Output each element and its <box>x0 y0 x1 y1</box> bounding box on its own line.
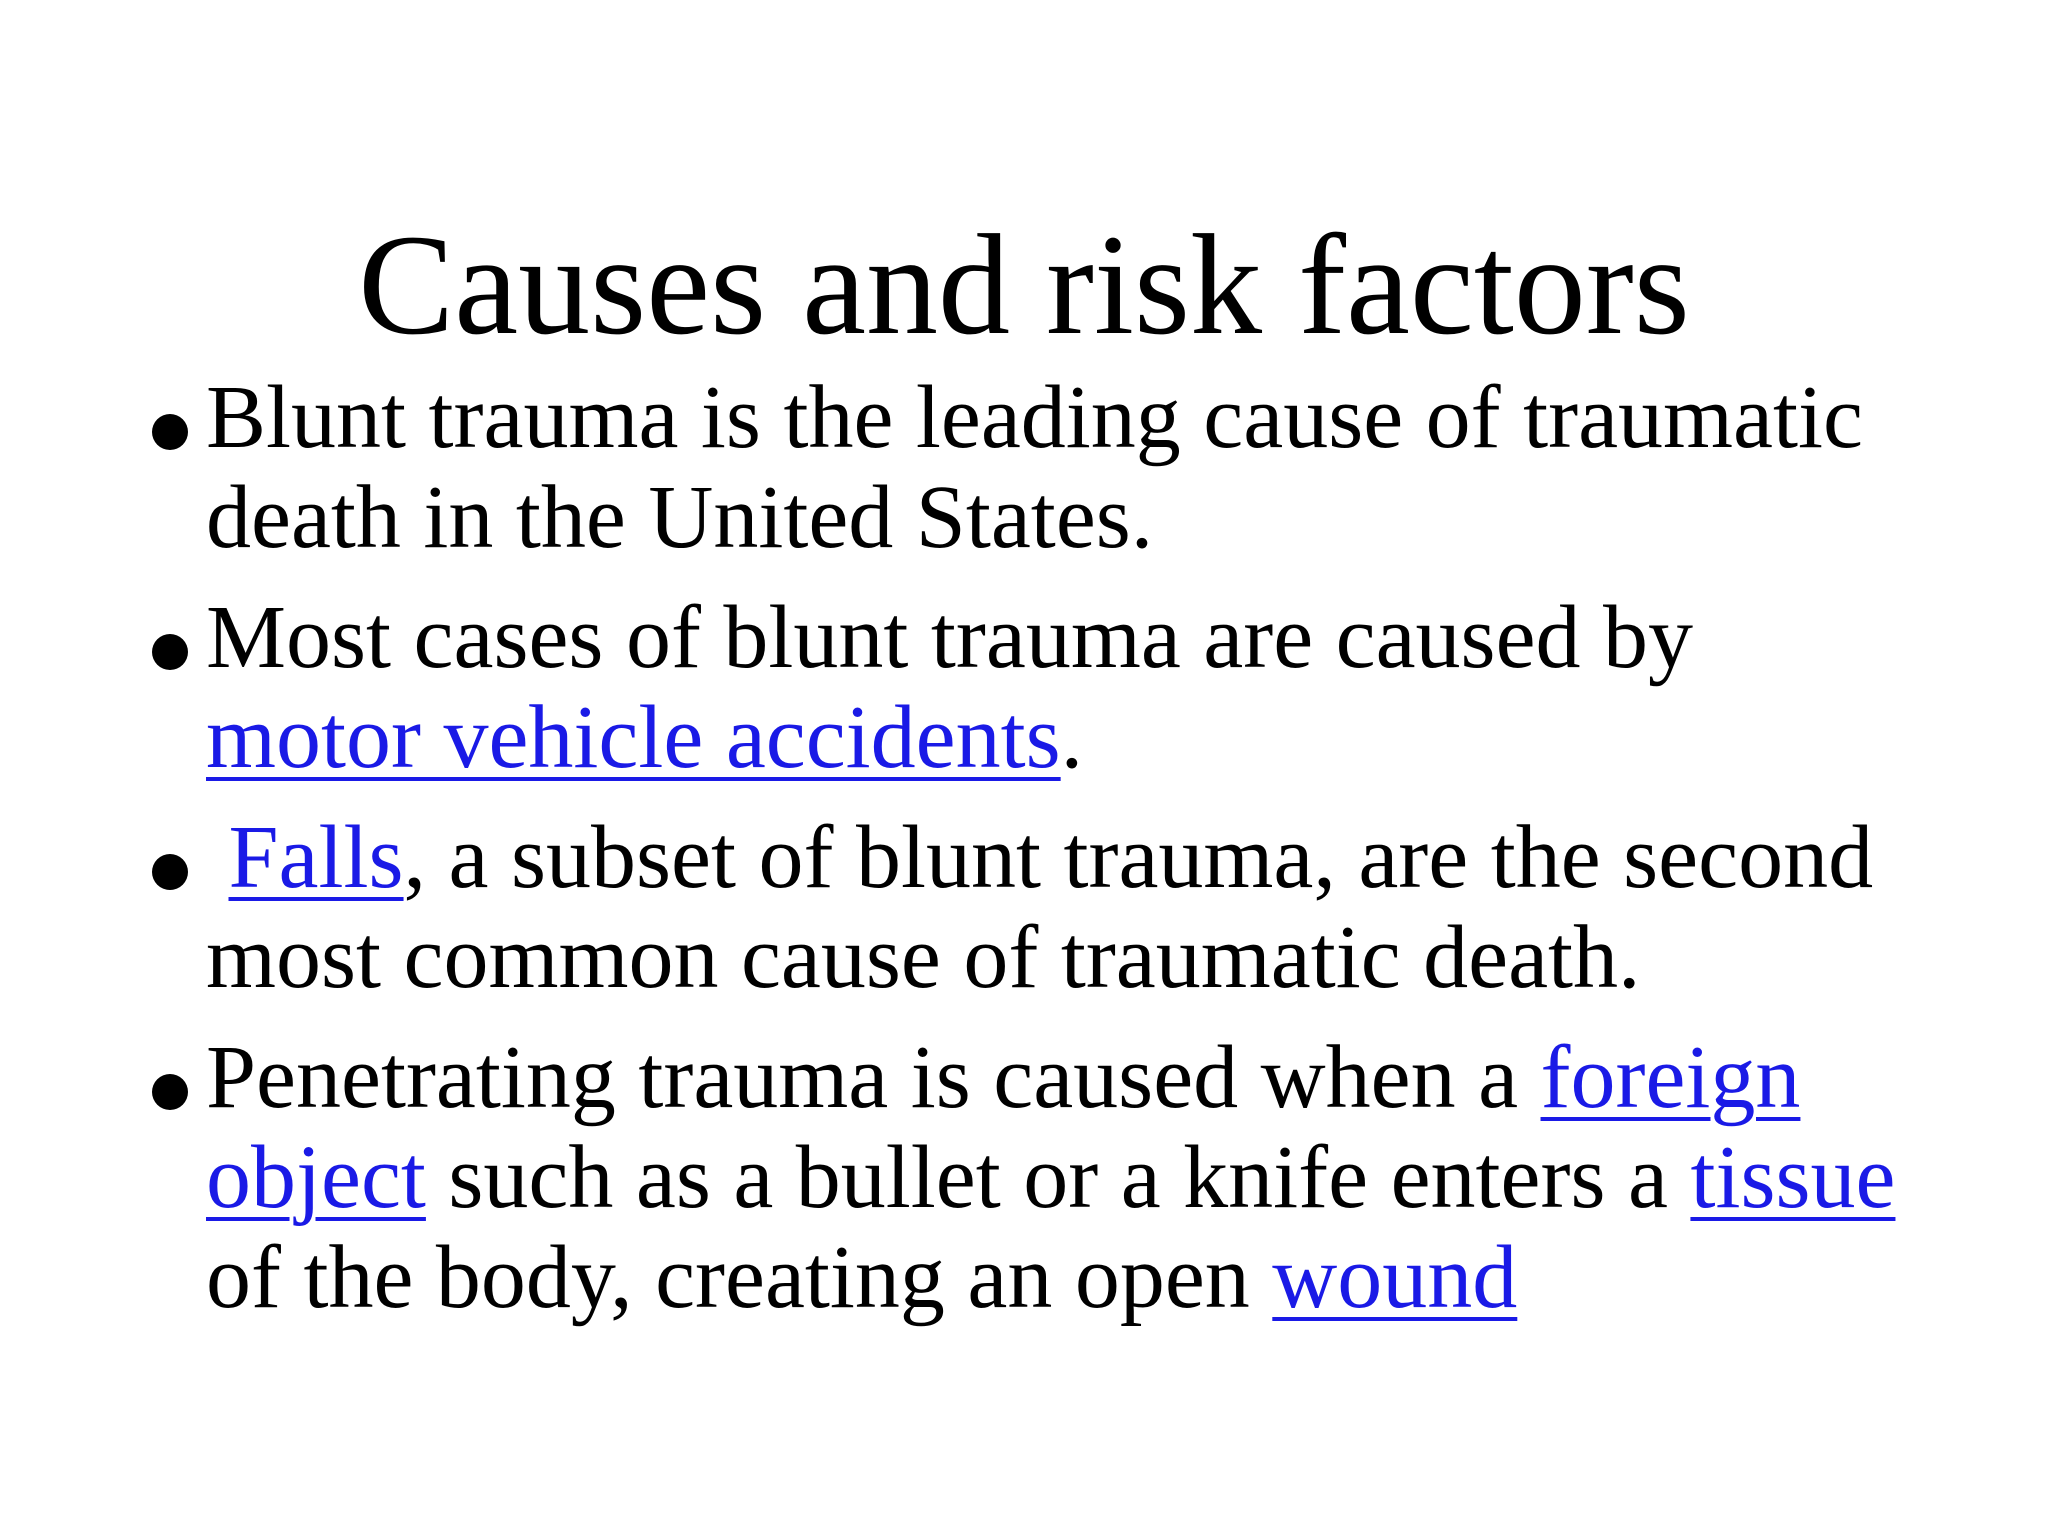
link-tissue[interactable]: tissue <box>1690 1128 1896 1227</box>
bullet-text: of the body, creating an open <box>206 1228 1273 1327</box>
link-motor-vehicle-accidents[interactable]: motor vehicle accidents <box>206 688 1061 787</box>
bullet-line <box>206 808 1946 908</box>
bullet-icon <box>152 854 188 890</box>
bullet-line: Blunt trauma is the leading cause of traumatic <box>206 368 1863 467</box>
bullet-line: Most cases of blunt trauma are caused by <box>206 588 1694 687</box>
slide-title: Causes and risk factors <box>358 206 1690 365</box>
bullet-text: , a subset of blunt trauma, are the second <box>403 808 1874 907</box>
bullet-line <box>206 1028 1946 1128</box>
bullet-icon <box>152 414 188 450</box>
link-wound[interactable]: wound <box>1272 1228 1518 1327</box>
bullet-icon <box>152 1074 188 1110</box>
bullet-list <box>146 368 1946 1348</box>
bullet-item-penetrating-trauma <box>146 1028 1946 1328</box>
bullet-line <box>206 1228 1946 1328</box>
link-foreign-object-part1[interactable]: foreign <box>1540 1028 1801 1127</box>
link-foreign-object-part2[interactable]: object <box>206 1128 426 1227</box>
bullet-text <box>206 808 229 907</box>
bullet-line <box>206 1128 1946 1228</box>
bullet-text: such as a bullet or a knife enters a <box>425 1128 1691 1227</box>
bullet-item-falls <box>146 808 1946 1008</box>
bullet-item-blunt-trauma-leading-cause <box>146 368 1946 568</box>
bullet-line: death in the United States. <box>206 468 1154 567</box>
bullet-item-motor-vehicle-accidents <box>146 588 1946 788</box>
bullet-line: most common cause of traumatic death. <box>206 908 1641 1007</box>
bullet-line <box>206 688 1946 788</box>
link-falls[interactable]: Falls <box>228 808 404 907</box>
bullet-text: Penetrating trauma is caused when a <box>206 1028 1541 1127</box>
bullet-text: . <box>1060 688 1084 787</box>
bullet-icon <box>152 634 188 670</box>
